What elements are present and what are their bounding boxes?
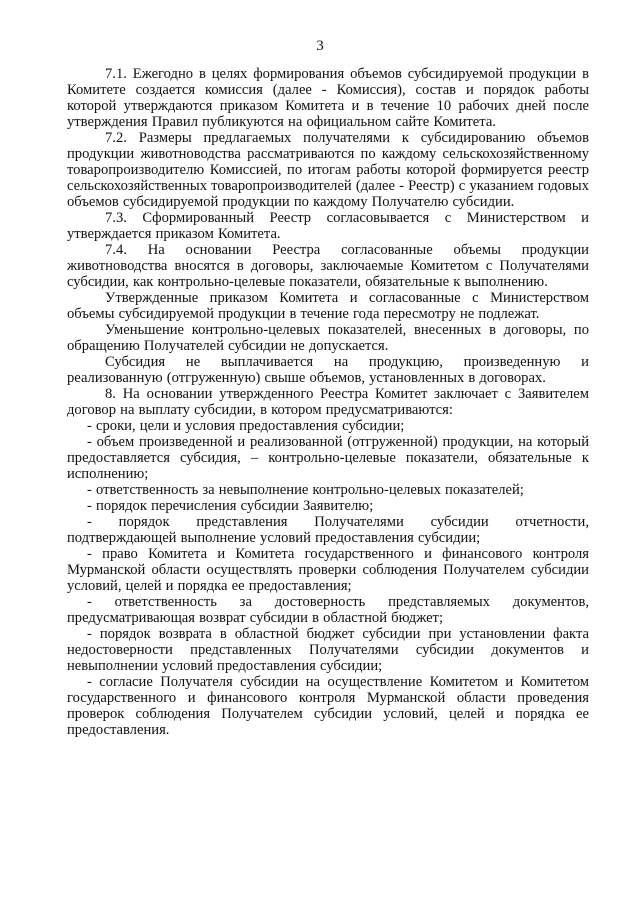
list-item: - согласие Получателя субсидии на осуществление Комитетом и Комитетом государственного и финансового контроля Мурманской области проведения проверок соблюдения Получателем субсидии условий, целей и порядка ее предоставления. [67, 674, 589, 738]
list-item: - объем произведенной и реализованной (отгруженной) продукции, на который предоставляется субсидия, – контрольно-целевые показатели, обязательные к исполнению; [67, 434, 589, 482]
paragraph-reduction: Уменьшение контрольно-целевых показателей, внесенных в договоры, по обращению Получателей субсидии не допускается. [67, 322, 589, 354]
document-body [67, 66, 589, 738]
list-item: - порядок представления Получателями субсидии отчетности, подтверждающей выполнение условий предоставления субсидии; [67, 514, 589, 546]
paragraph-8: 8. На основании утвержденного Реестра Комитет заключает с Заявителем договор на выплату субсидии, в котором предусматриваются: [67, 386, 589, 418]
list-item: - ответственность за невыполнение контрольно-целевых показателей; [87, 482, 524, 498]
list-item: - сроки, цели и условия предоставления субсидии; [87, 418, 405, 434]
page-number: 3 [316, 38, 324, 54]
paragraph-7-1: 7.1. Ежегодно в целях формирования объемов субсидируемой продукции в Комитете создается комиссия (далее - Комиссия), состав и порядок работы которой утверждаются приказом Комитета и в течение 10 рабочих дней после утверждения Правил публикуются на официальном сайте Комитета. [67, 66, 589, 130]
list-item: - порядок перечисления субсидии Заявителю; [87, 498, 374, 514]
paragraph-7-2: 7.2. Размеры предлагаемых получателями к субсидированию объемов продукции животноводства рассматриваются по каждому сельскохозяйственному товаропроизводителю Комиссией, по итогам работы которой формируется реестр сельскохозяйственных товаропроизводителей (далее - Реестр) с указанием годовых объемов субсидируемой продукции по каждому Получателю субсидии. [67, 130, 589, 210]
paragraph-approved-volumes: Утвержденные приказом Комитета и согласованные с Министерством объемы субсидируемой продукции в течение года пересмотру не подлежат. [67, 290, 589, 322]
paragraph-7-3: 7.3. Сформированный Реестр согласовывается с Министерством и утверждается приказом Комитета. [67, 210, 589, 242]
paragraph-not-paid: Субсидия не выплачивается на продукцию, произведенную и реализованную (отгруженную) свыше объемов, установленных в договорах. [67, 354, 589, 386]
paragraph-7-4: 7.4. На основании Реестра согласованные объемы продукции животноводства вносятся в договоры, заключаемые Комитетом с Получателями субсидии, как контрольно-целевые показатели, обязательные к выполнению. [67, 242, 589, 290]
list-item: - право Комитета и Комитета государственного и финансового контроля Мурманской области осуществлять проверки соблюдения Получателем субсидии условий, целей и порядка ее предоставления; [67, 546, 589, 594]
list-item: - порядок возврата в областной бюджет субсидии при установлении факта недостоверности представленных Получателями субсидии документов и невыполнении условий предоставления субсидии; [67, 626, 589, 674]
list-item: - ответственность за достоверность представляемых документов, предусматривающая возврат субсидии в областной бюджет; [67, 594, 589, 626]
